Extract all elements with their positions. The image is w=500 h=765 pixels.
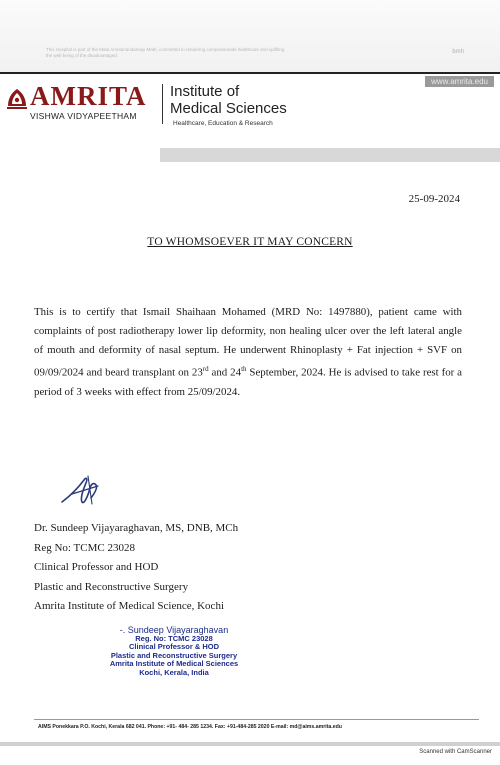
stamp-line-5: Amrita Institute of Medical Sciences [109,659,239,669]
doctor-stamp [94,626,254,678]
letter-subject: TO WHOMSOEVER IT MAY CONCERN [147,236,353,248]
institute-line1: Institute of [170,83,240,100]
handwritten-signature [58,474,108,508]
body-part-1: This is to certify that Ismail Shaihaan Mohamed (MRD No: 1497880), patient came with complaints of post radiotherapy lower lip deformity, non healing ulcer over the left lateral angle of mouth and deformity of nasal septum. He underwent Rhinoplasty + Fat injection + SVF on 09/09/2024 and beard transplant on 23 [34,306,462,379]
stamp-line-1: -. Sundeep Vijayaraghavan [119,625,229,635]
scanner-watermark: Scanned with CamScanner [419,749,492,755]
doctor-dept: Plastic and Reconstructive Surgery [34,580,189,593]
previous-page-strip [0,0,500,74]
doctor-institute: Amrita Institute of Medical Science, Kochi [34,600,224,612]
body-sup-1: rd [202,365,209,373]
amrita-emblem-icon [4,86,30,112]
letter-date: 25-09-2024 [408,193,460,205]
body-sup-2: th [241,365,247,373]
website-url: www.amrita.edu [425,76,494,87]
stamp-line-6: Kochi, Kerala, India [139,667,209,677]
header-band [160,148,500,162]
institute-name [170,83,287,117]
doctor-details [34,519,238,617]
logo-wordmark: AMRITA [30,81,147,111]
doctor-title: Clinical Professor and HOD [34,561,159,573]
footer-divider [34,719,479,720]
logo-divider [162,84,163,124]
letter-body [34,303,462,402]
institute-tagline: Healthcare, Education & Research [173,120,273,127]
stamp-line-3: Clinical Professor & HOD [128,642,220,652]
doctor-name: Dr. Sundeep Vijayaraghavan, MS, DNB, MCh [34,522,239,534]
faded-note: This Hospital is part of the Mata Amritanandamayi Math, committed to rendering compassionate healthcare and uplifting the well-being of the disadvantaged. [46,47,285,58]
stamp-line-2: Reg. No: TCMC 23028 [135,633,213,643]
stamp-line-4: Plastic and Reconstructive Surgery [110,650,238,660]
body-part-3: September, 2024. He is advised to take rest for a period of 3 weeks with effect from 25/09/2024. [34,366,463,398]
letterhead [0,74,500,154]
page-edge [0,742,500,746]
doctor-reg: Reg No: TCMC 23028 [34,541,135,554]
body-part-2: and 24 [208,366,242,379]
faded-right-text: bmh [452,49,464,55]
footer-address: AIMS Ponekkara P.O. Kochi, Kerala 682 041. Phone: +91- 484- 285 1234. Fax: +91-484-285 2020 E-mail: md@aims.amrita.edu [38,724,342,730]
institute-line2: Medical Sciences [170,100,287,117]
logo-subtitle: VISHWA VIDYAPEETHAM [30,111,137,121]
